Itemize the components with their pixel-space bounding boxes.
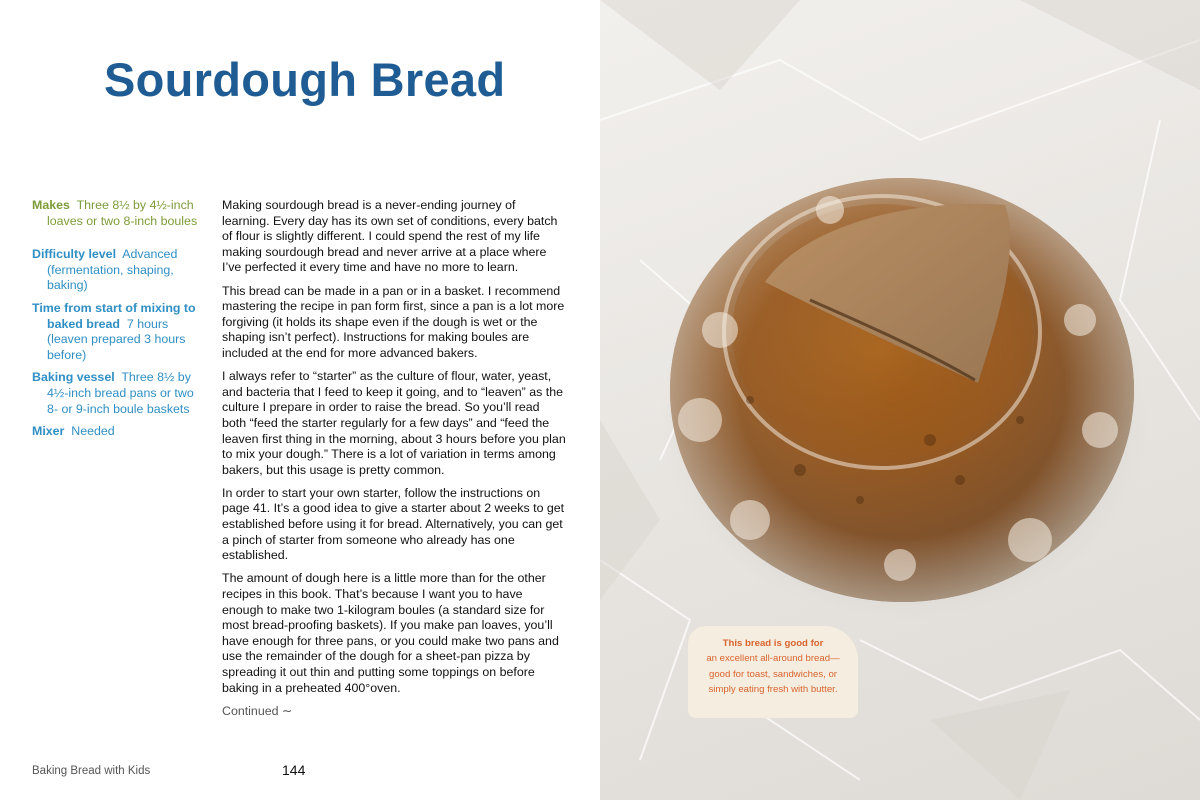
body-paragraph: I always refer to “starter” as the culture of flour, water, yeast, and bacteria that I feed to keep it going, and to “leaven” as the culture I prepare in order to raise the bread. So you’ll read both “feed the starter regularly for a few days” and “feed the leaven first thing in the morning, about 3 hours before you plan to mix your dough.” There is a lot of variation in terms among bakers, but this usage is pretty common.	[222, 369, 566, 477]
meta-time	[32, 301, 204, 363]
page-number: 144	[282, 762, 306, 778]
right-page-photo	[600, 0, 1200, 800]
body-paragraph: In order to start your own starter, follow the instructions on page 41. It’s a good idea to give a starter about 2 weeks to get established before using it for bread. Alternatively, you can get a pinch of starter from someone who already has one established.	[222, 485, 565, 563]
meta-vessel	[32, 370, 204, 417]
meta-makes-label: Makes	[32, 198, 70, 212]
meta-vessel-label: Baking vessel	[32, 370, 115, 385]
recipe-title: Sourdough Bread	[104, 53, 506, 106]
continued-link[interactable]: Continued ∼	[222, 703, 293, 718]
recipe-body	[222, 198, 566, 719]
caption-line: simply eating fresh with butter.	[708, 684, 838, 696]
body-paragraph: The amount of dough here is a little more than for the other recipes in this book. That’s because I want you to have enough to make two 1-kilogram boules (a standard size for most bread-proofing baskets). If you make pan loaves, you’ll have enough for three pans, or you could make two pans and use the remainder of the dough for a sheet-pan pizza by spreading it out thin and putting some toppings on before baking in a preheated 400°oven.	[222, 571, 559, 695]
meta-difficulty-label: Difficulty level	[32, 247, 117, 262]
meta-vessel-value: Three 8½ by 4½-inch bread pans or two 8- or 9-inch boule baskets	[47, 370, 194, 416]
meta-mixer-label: Mixer	[32, 424, 65, 439]
photo-caption	[688, 626, 858, 718]
meta-makes-value: Three 8½ by 4½-inch loaves or two 8-inch boules	[47, 198, 198, 228]
body-paragraph: Making sourdough bread is a never-ending journey of learning. Every day has its own set of conditions, every batch of flour is slightly different. I could spend the rest of my life making sourdough bread and never arrive at a place where I’ve perfected it every time and have no more to learn.	[222, 198, 558, 275]
meta-time-value: 7 hours (leaven prepared 3 hours before)	[47, 316, 186, 362]
meta-mixer	[32, 424, 204, 440]
caption-title: This bread is good for	[722, 638, 824, 649]
meta-time-label: Time from start of mixing to baked bread	[32, 300, 196, 331]
recipe-meta	[32, 198, 204, 447]
meta-difficulty	[32, 247, 204, 294]
meta-mixer-value: Needed	[71, 424, 115, 439]
sourdough-loaf	[670, 178, 1134, 602]
meta-makes	[32, 198, 204, 229]
footer-book-title: Baking Bread with Kids	[32, 765, 151, 777]
caption-line: good for toast, sandwiches, or	[709, 668, 837, 680]
caption-line: an excellent all-around bread—	[706, 653, 840, 665]
body-paragraph: This bread can be made in a pan or in a basket. I recommend mastering the recipe in pan form first, since a pan is a lot more forgiving (it holds its shape even if the dough is wet or the shaping isn’t perfect). Instructions for making boules are included at the end for more advanced bakers.	[222, 283, 565, 360]
meta-difficulty-value: Advanced (fermentation, shaping, baking)	[47, 247, 178, 293]
